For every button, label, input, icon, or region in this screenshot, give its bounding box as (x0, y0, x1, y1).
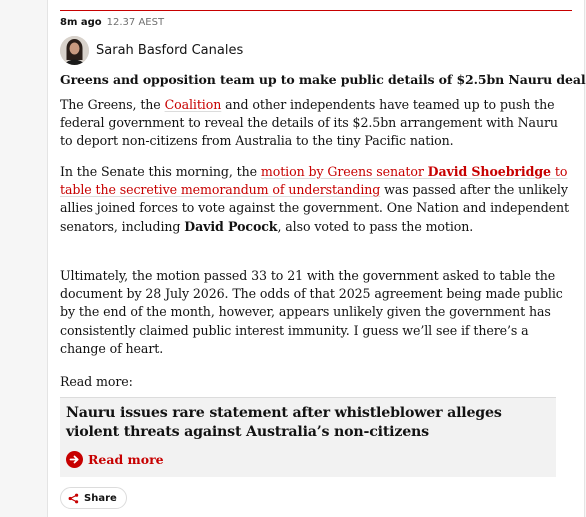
text: , also voted to pass the motion. (277, 218, 474, 234)
paragraph-4: Read more: (60, 374, 133, 389)
coalition-link[interactable]: Coalition (164, 97, 222, 112)
read-more-link[interactable] (66, 450, 164, 468)
text: In the Senate this morning, the (60, 164, 261, 179)
bold-name: David Pocock (184, 218, 278, 234)
read-more-label: Read more (88, 451, 164, 467)
text: The Greens, the (60, 97, 165, 112)
paragraph-1 (60, 96, 570, 151)
entry-top-rule (60, 10, 572, 11)
arrow-right-icon (66, 451, 83, 468)
author-byline (60, 35, 243, 65)
link-text: motion by Greens senator (260, 164, 428, 179)
link-text: to table the secretive memorandum of understanding (60, 164, 568, 198)
share-icon (68, 493, 79, 504)
avatar (60, 36, 89, 65)
time-ago[interactable]: 8m ago (60, 17, 102, 28)
entry-meta (60, 17, 164, 28)
entry-headline: Greens and opposition team up to make public details of $2.5bn Nauru deal (60, 72, 586, 87)
share-button[interactable] (60, 487, 127, 509)
paragraph-2 (60, 163, 570, 236)
timestamp: 12.37 AEST (106, 17, 165, 28)
related-story-card[interactable] (60, 397, 556, 477)
related-story-title[interactable]: Nauru issues rare statement after whistleblower alleges violent threats against Australia’s non-citizens (66, 405, 502, 440)
text: was passed after the unlikely allies joined forces to vote against the government. One Nation and independent senators, including (60, 182, 569, 234)
liveblog-entry (47, 0, 585, 517)
paragraph-3: Ultimately, the motion passed 33 to 21 with the government asked to table the document by 28 July 2026. The odds of that 2025 agreement being made public by the end of the month, however, appears unlikely given the government has consistently claimed public interest immunity. I guess we’ll see if there’s a change of heart. (60, 268, 563, 356)
share-label: Share (84, 492, 117, 504)
author-name[interactable]: Sarah Basford Canales (96, 42, 244, 58)
text: and other independents have teamed up to push the federal government to reveal the details of its $2.5bn arrangement with Nauru to deport non-citizens from Australia to the tiny Pacific nation. (60, 97, 558, 149)
link-text-bold: David Shoebridge (427, 164, 551, 179)
